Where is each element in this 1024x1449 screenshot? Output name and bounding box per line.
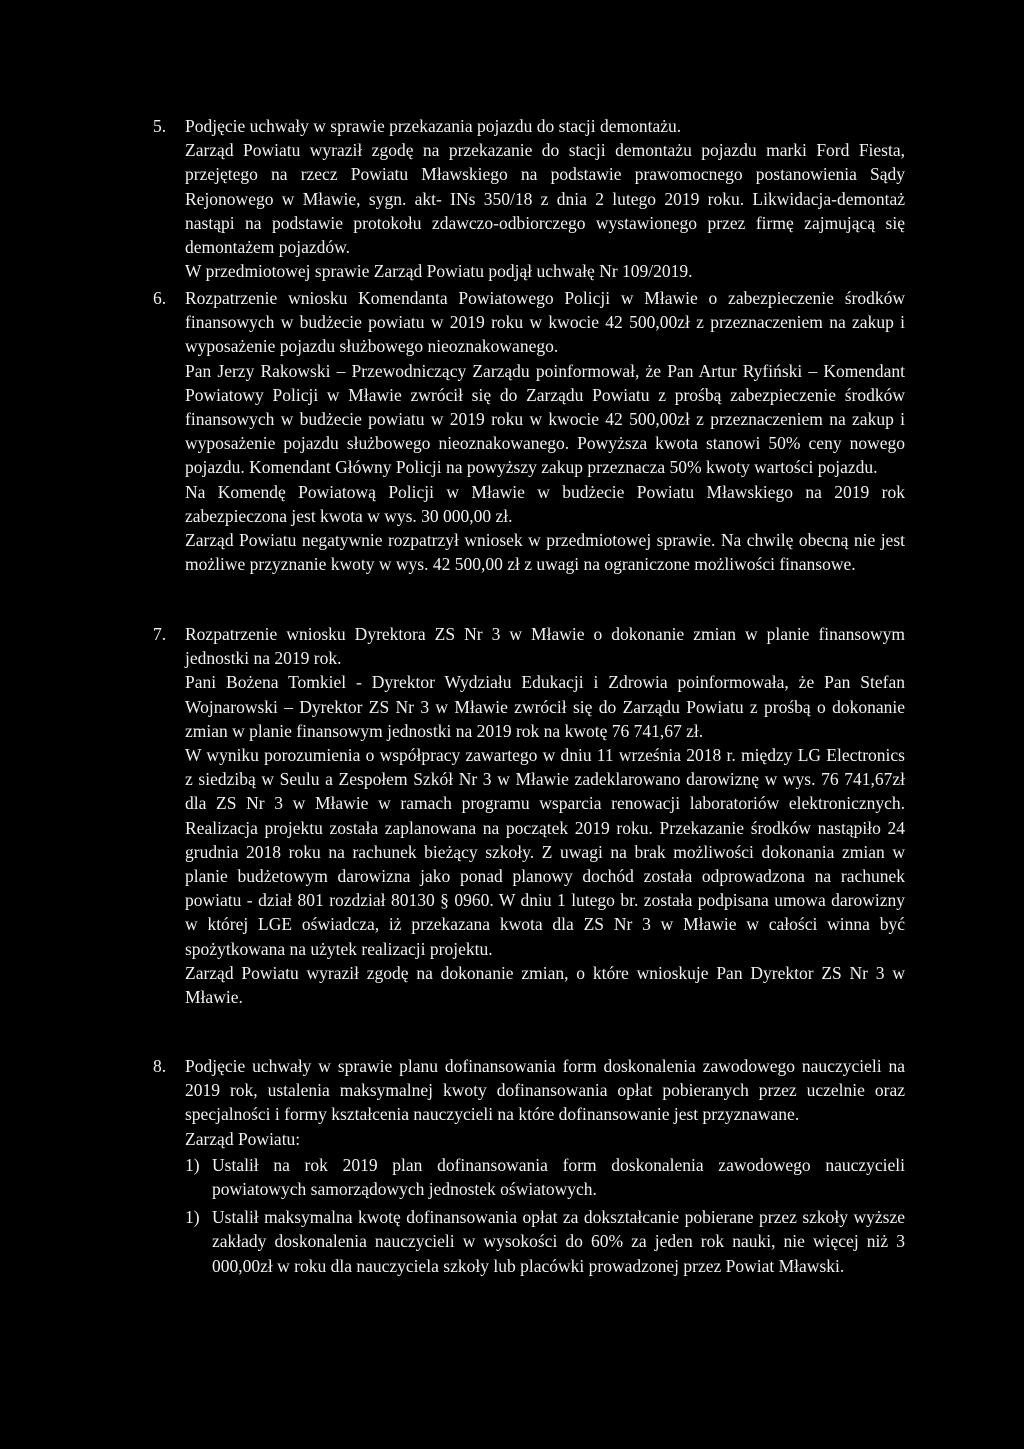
- agenda-item-8: [153, 1054, 905, 1278]
- paragraph: Zarząd Powiatu wyraził zgodę na dokonanie zmian, o które wnioskuje Pan Dyrektor ZS Nr 3 w Mławie.: [185, 962, 905, 1008]
- item-number: 5.: [153, 116, 167, 136]
- sub-item-number: 1): [185, 1154, 200, 1175]
- paragraph: Pan Jerzy Rakowski – Przewodniczący Zarządu poinformował, że Pan Artur Ryfiński – Komendant Powiatowy Policji w Mławie zwrócił się do Zarządu Powiatu z prośbą zabezpieczenie środków finansowych w budżecie powiatu w 2019 roku w kwocie 42 500,00zł z przeznaczeniem na zakup i wyposażenie pojazdu służbowego nieoznakowanego. Powyższa kwota stanowi 50% ceny nowego pojazdu. Komendant Główny Policji na powyższy zakup przeznacza 50% kwoty wartości pojazdu.: [185, 360, 905, 478]
- item-body: [185, 622, 905, 1009]
- item-title: Rozpatrzenie wniosku Dyrektora ZS Nr 3 w Mławie o dokonanie zmian w planie finansowym jednostki na 2019 rok.: [185, 624, 905, 669]
- agenda-item-6: [153, 286, 905, 576]
- item-number: 7.: [153, 624, 167, 644]
- item-title: Rozpatrzenie wniosku Komendanta Powiatowego Policji w Mławie o zabezpieczenie środków finansowych w budżecie powiatu w 2019 roku w kwocie 42 500,00zł z przeznaczeniem na zakup i wyposażenie pojazdu służbowego nieoznakowanego.: [185, 288, 905, 357]
- item-body: [185, 286, 905, 576]
- sub-item-number: 1): [185, 1207, 200, 1228]
- agenda-item-7: [153, 622, 905, 1009]
- sub-item: [185, 1153, 905, 1201]
- sub-item-text: Ustalił maksymalna kwotę dofinansowania opłat za dokształcanie pobierane przez szkoły wyższe zakłady doskonalenia nauczycieli w wysokości do 60% za jeden rok nauki, nie więcej niż 3 000,00zł w roku dla nauczyciela szkoły lub placówki prowadzonej przez Powiat Mławski.: [212, 1207, 905, 1276]
- paragraph: Zarząd Powiatu wyraził zgodę na przekazanie do stacji demontażu pojazdu marki Ford Fiesta, przejętego na rzecz Powiatu Mławskiego na podstawie prawomocnego postanowienia Sądy Rejonowego w Mławie, sygn. akt- INs 350/18 z dnia 2 lutego 2019 roku. Likwidacja-demontaż nastąpi na podstawie protokołu zdawczo-odbiorczego wystawionego przez firmę zajmującą się demontażem pojazdów.: [185, 140, 905, 258]
- paragraph: Zarząd Powiatu:: [185, 1128, 301, 1149]
- agenda-item-5: [153, 114, 905, 283]
- paragraph: Zarząd Powiatu negatywnie rozpatrzył wniosek w przedmiotowej sprawie. Na chwilę obecną nie jest możliwe przyznanie kwoty w wys. 42 500,00 zł z uwagi na ograniczone możliwości finansowe.: [185, 530, 905, 575]
- paragraph: W wyniku porozumienia o współpracy zawartego w dniu 11 września 2018 r. między LG Electronics z siedzibą w Seulu a Zespołem Szkół Nr 3 w Mławie zadeklarowano darowiznę w wys. 76 741,67zł dla ZS Nr 3 w Mławie w ramach programu wsparcia renowacji laboratoriów elektronicznych. Realizacja projektu została zaplanowana na początek 2019 roku. Przekazanie środków nastąpiło 24 grudnia 2018 roku na rachunek bieżący szkoły. Z uwagi na brak możliwości dokonania zmian w planie budżetowym darowizna jako ponad planowy dochód została odprowadzona na rachunek powiatu - dział 801 rozdział 80130 § 0960. W dniu 1 lutego br. została podpisana umowa darowizny w której LGE oświadcza, iż przekazana kwota dla ZS Nr 3 w Mławie w całości winna być spożytkowana na użytek realizacji projektu.: [185, 745, 905, 959]
- sub-item-text: Ustalił na rok 2019 plan dofinansowania form doskonalenia zawodowego nauczycieli powiatowych samorządowych jednostek oświatowych.: [212, 1154, 905, 1200]
- item-title: Podjęcie uchwały w sprawie planu dofinansowania form doskonalenia zawodowego nauczycieli na 2019 rok, ustalenia maksymalnej kwoty dofinansowania opłat pobieranych przez uczelnie oraz specjalności i formy kształcenia nauczycieli na które dofinansowanie jest przyznawane.: [185, 1056, 905, 1125]
- item-title: Podjęcie uchwały w sprawie przekazania pojazdu do stacji demontażu.: [185, 116, 682, 136]
- item-number: 6.: [153, 288, 167, 308]
- paragraph: Pani Bożena Tomkiel - Dyrektor Wydziału Edukacji i Zdrowia poinformowała, że Pan Stefan Wojnarowski – Dyrektor ZS Nr 3 w Mławie zwrócił się do Zarządu Powiatu z prośbą o dokonanie zmian w planie finansowym jednostki na 2019 rok na kwotę 76 741,67 zł.: [185, 672, 905, 741]
- sub-item: [185, 1205, 905, 1278]
- paragraph: Na Komendę Powiatową Policji w Mławie w budżecie Powiatu Mławskiego na 2019 rok zabezpieczona jest kwota w wys. 30 000,00 zł.: [185, 481, 905, 526]
- item-body: [185, 1054, 905, 1278]
- item-number: 8.: [153, 1056, 167, 1076]
- item-body: [185, 114, 905, 283]
- paragraph: W przedmiotowej sprawie Zarząd Powiatu podjął uchwałę Nr 109/2019.: [185, 261, 693, 282]
